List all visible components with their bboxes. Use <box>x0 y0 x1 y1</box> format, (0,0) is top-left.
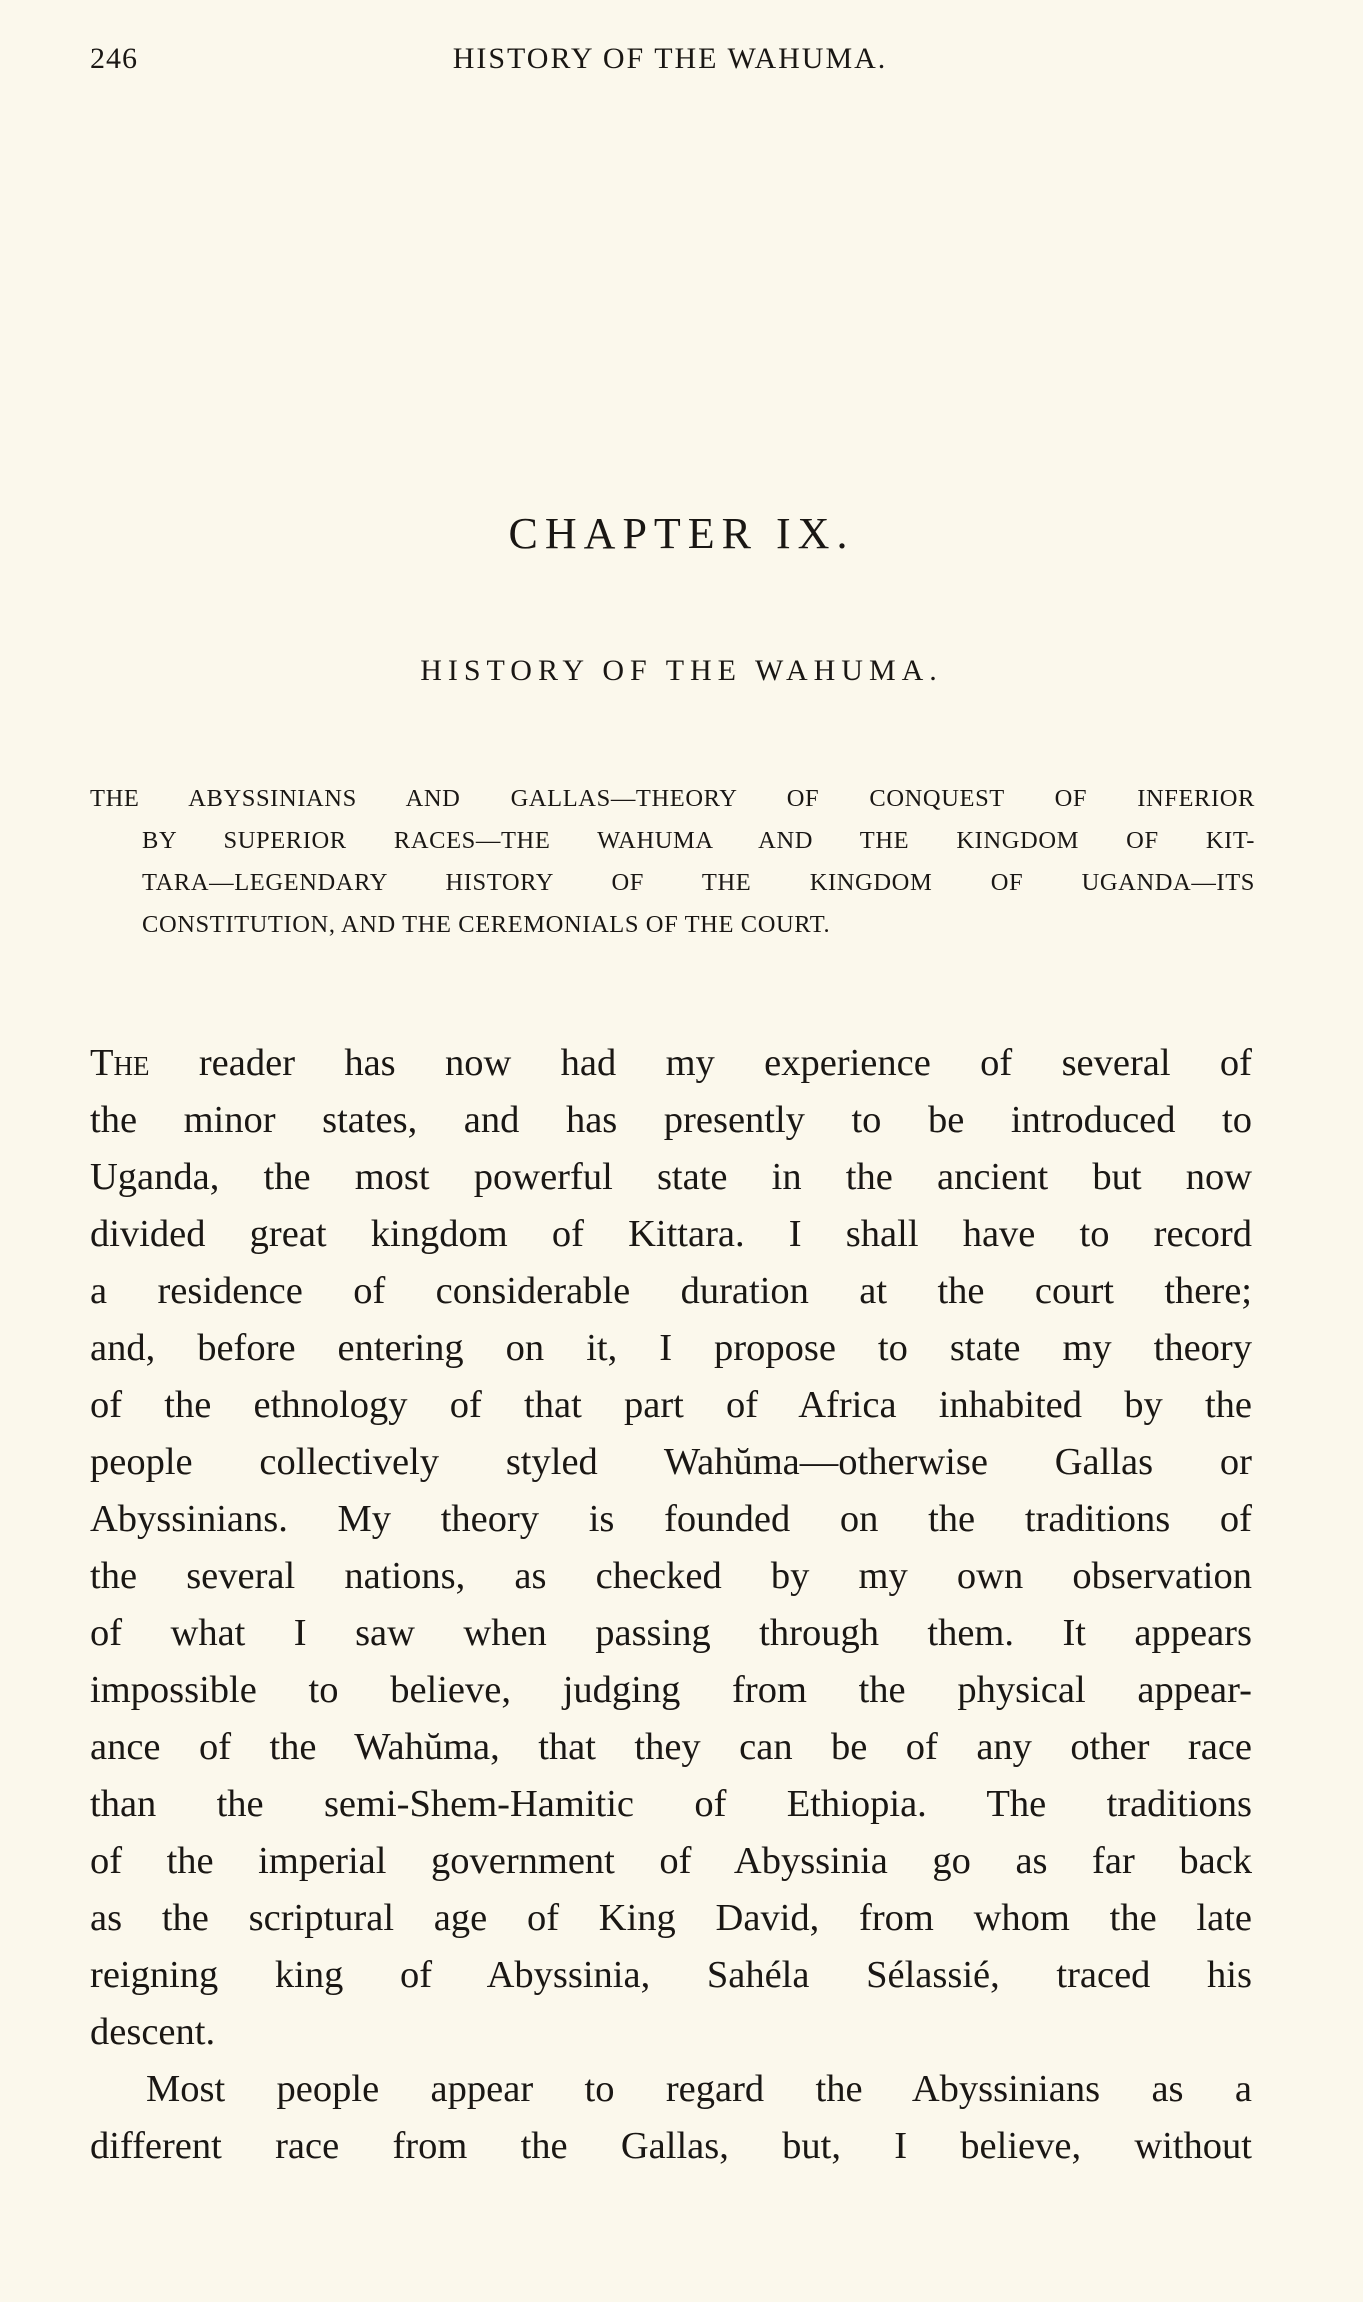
text-line: Most people appear to regard the Abyssinians as a <box>146 2068 1252 2110</box>
text-line: ance of the Wahŭma, that they can be of any other race <box>90 1726 1252 1768</box>
text-line: of what I saw when passing through them. It appears <box>90 1612 1252 1654</box>
body-text <box>90 1035 1252 2175</box>
paragraph <box>90 2061 1252 2175</box>
page-number: 246 <box>90 42 138 75</box>
text-line: of the ethnology of that part of Africa inhabited by the <box>90 1384 1252 1426</box>
text-line: different race from the Gallas, but, I believe, without <box>90 2125 1252 2167</box>
text-line: as the scriptural age of King David, from whom the late <box>90 1897 1252 1939</box>
text-line: reigning king of Abyssinia, Sahéla Sélassié, traced his <box>90 1954 1252 1996</box>
text-line: the several nations, as checked by my own observation <box>90 1555 1252 1597</box>
drop-word: The <box>90 1042 150 1084</box>
text-line: the minor states, and has presently to be introduced to <box>90 1099 1252 1141</box>
text-line: of the imperial government of Abyssinia go as far back <box>90 1840 1252 1882</box>
chapter-synopsis <box>90 778 1255 946</box>
running-title: HISTORY OF THE WAHUMA. <box>452 42 888 75</box>
text-line: people collectively styled Wahŭma—otherwise Gallas or <box>90 1441 1252 1483</box>
chapter-number: CHAPTER IX. <box>508 509 855 558</box>
text-line: a residence of considerable duration at the court there; <box>90 1270 1252 1312</box>
text-line-rest: reader has now had my experience of several of <box>149 1042 1252 1084</box>
chapter-title: HISTORY OF THE WAHUMA. <box>420 654 943 687</box>
synopsis-line: TARA—LEGENDARY HISTORY OF THE KINGDOM OF UGANDA—ITS <box>142 869 1255 896</box>
running-head <box>90 42 1250 82</box>
text-line: divided great kingdom of Kittara. I shall have to record <box>90 1213 1252 1255</box>
text-line: and, before entering on it, I propose to state my theory <box>90 1327 1252 1369</box>
text-line-first <box>90 1035 1252 1092</box>
text-line: Uganda, the most powerful state in the ancient but now <box>90 1156 1252 1198</box>
text-line: than the semi-Shem-Hamitic of Ethiopia. The traditions <box>90 1783 1252 1825</box>
synopsis-line: CONSTITUTION, AND THE CEREMONIALS OF THE COURT. <box>142 911 831 938</box>
text-line: impossible to believe, judging from the physical appear- <box>90 1669 1252 1711</box>
text-line: Abyssinians. My theory is founded on the traditions of <box>90 1498 1252 1540</box>
synopsis-line: BY SUPERIOR RACES—THE WAHUMA AND THE KINGDOM OF KIT- <box>142 827 1255 854</box>
paragraph <box>90 1035 1252 2061</box>
synopsis-line: THE ABYSSINIANS AND GALLAS—THEORY OF CONQUEST OF INFERIOR <box>90 785 1255 812</box>
text-line: descent. <box>90 2011 216 2053</box>
